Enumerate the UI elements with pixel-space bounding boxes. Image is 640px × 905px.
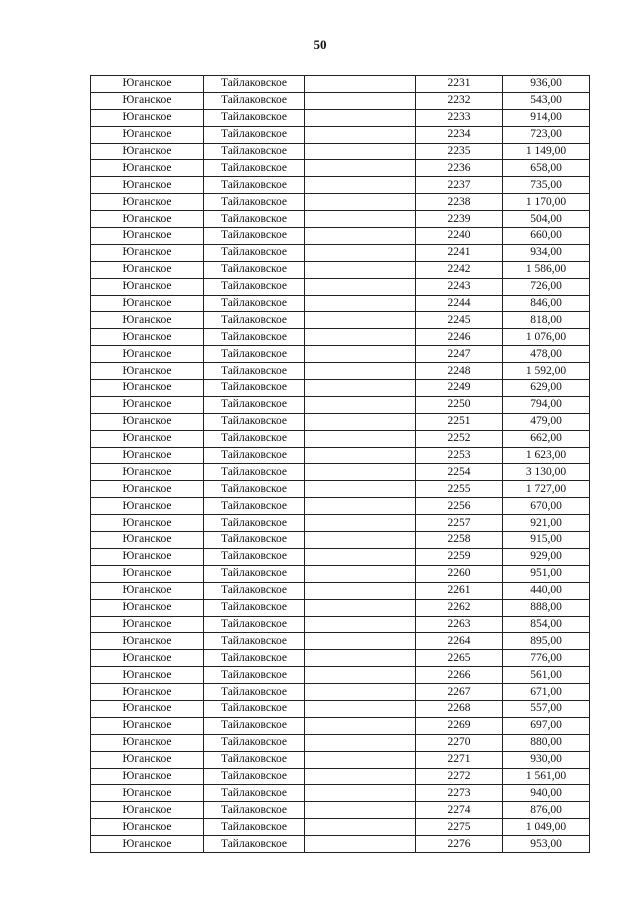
note-cell	[305, 413, 416, 430]
value-cell: 1 149,00	[503, 143, 590, 160]
value-cell: 895,00	[503, 633, 590, 650]
field-cell: Тайлаковское	[204, 464, 305, 481]
number-cell: 2243	[416, 278, 503, 295]
value-cell: 561,00	[503, 667, 590, 684]
field-cell: Тайлаковское	[204, 700, 305, 717]
table-row	[91, 734, 590, 751]
region-cell: Юганское	[91, 76, 204, 93]
region-cell: Юганское	[91, 481, 204, 498]
table-row	[91, 380, 590, 397]
table-row	[91, 717, 590, 734]
number-cell: 2235	[416, 143, 503, 160]
number-cell: 2237	[416, 177, 503, 194]
value-cell: 504,00	[503, 211, 590, 228]
table-row	[91, 261, 590, 278]
region-cell: Юганское	[91, 143, 204, 160]
table-row	[91, 684, 590, 701]
table-row	[91, 785, 590, 802]
value-cell: 629,00	[503, 380, 590, 397]
region-cell: Юганское	[91, 785, 204, 802]
table-row	[91, 464, 590, 481]
note-cell	[305, 582, 416, 599]
number-cell: 2262	[416, 599, 503, 616]
field-cell: Тайлаковское	[204, 126, 305, 143]
note-cell	[305, 751, 416, 768]
field-cell: Тайлаковское	[204, 836, 305, 853]
region-cell: Юганское	[91, 92, 204, 109]
value-cell: 557,00	[503, 700, 590, 717]
field-cell: Тайлаковское	[204, 380, 305, 397]
region-cell: Юганское	[91, 312, 204, 329]
table-row	[91, 109, 590, 126]
table-row	[91, 616, 590, 633]
table-row	[91, 228, 590, 245]
number-cell: 2258	[416, 532, 503, 549]
field-cell: Тайлаковское	[204, 481, 305, 498]
region-cell: Юганское	[91, 126, 204, 143]
region-cell: Юганское	[91, 548, 204, 565]
field-cell: Тайлаковское	[204, 768, 305, 785]
value-cell: 479,00	[503, 413, 590, 430]
note-cell	[305, 396, 416, 413]
region-cell: Юганское	[91, 447, 204, 464]
value-cell: 1 561,00	[503, 768, 590, 785]
number-cell: 2255	[416, 481, 503, 498]
number-cell: 2263	[416, 616, 503, 633]
note-cell	[305, 126, 416, 143]
table-row	[91, 295, 590, 312]
number-cell: 2265	[416, 650, 503, 667]
value-cell: 854,00	[503, 616, 590, 633]
table-row	[91, 143, 590, 160]
value-cell: 915,00	[503, 532, 590, 549]
field-cell: Тайлаковское	[204, 819, 305, 836]
value-cell: 1 076,00	[503, 329, 590, 346]
table-row	[91, 751, 590, 768]
field-cell: Тайлаковское	[204, 802, 305, 819]
table-row	[91, 447, 590, 464]
field-cell: Тайлаковское	[204, 616, 305, 633]
note-cell	[305, 278, 416, 295]
table-row	[91, 548, 590, 565]
note-cell	[305, 177, 416, 194]
table-row	[91, 700, 590, 717]
number-cell: 2246	[416, 329, 503, 346]
note-cell	[305, 430, 416, 447]
value-cell: 818,00	[503, 312, 590, 329]
number-cell: 2250	[416, 396, 503, 413]
number-cell: 2264	[416, 633, 503, 650]
number-cell: 2252	[416, 430, 503, 447]
note-cell	[305, 194, 416, 211]
number-cell: 2236	[416, 160, 503, 177]
field-cell: Тайлаковское	[204, 498, 305, 515]
value-cell: 940,00	[503, 785, 590, 802]
field-cell: Тайлаковское	[204, 92, 305, 109]
note-cell	[305, 363, 416, 380]
number-cell: 2248	[416, 363, 503, 380]
number-cell: 2232	[416, 92, 503, 109]
table-row	[91, 194, 590, 211]
region-cell: Юганское	[91, 582, 204, 599]
value-cell: 914,00	[503, 109, 590, 126]
value-cell: 953,00	[503, 836, 590, 853]
region-cell: Юганское	[91, 515, 204, 532]
field-cell: Тайлаковское	[204, 548, 305, 565]
table-row	[91, 160, 590, 177]
field-cell: Тайлаковское	[204, 295, 305, 312]
table-row	[91, 836, 590, 853]
region-cell: Юганское	[91, 768, 204, 785]
table-row	[91, 177, 590, 194]
field-cell: Тайлаковское	[204, 633, 305, 650]
note-cell	[305, 329, 416, 346]
table-row	[91, 413, 590, 430]
value-cell: 934,00	[503, 244, 590, 261]
field-cell: Тайлаковское	[204, 160, 305, 177]
number-cell: 2251	[416, 413, 503, 430]
note-cell	[305, 228, 416, 245]
region-cell: Юганское	[91, 194, 204, 211]
value-cell: 1 049,00	[503, 819, 590, 836]
table-row	[91, 481, 590, 498]
region-cell: Юганское	[91, 396, 204, 413]
note-cell	[305, 836, 416, 853]
field-cell: Тайлаковское	[204, 430, 305, 447]
note-cell	[305, 481, 416, 498]
number-cell: 2272	[416, 768, 503, 785]
field-cell: Тайлаковское	[204, 650, 305, 667]
field-cell: Тайлаковское	[204, 413, 305, 430]
region-cell: Юганское	[91, 278, 204, 295]
note-cell	[305, 160, 416, 177]
value-cell: 1 623,00	[503, 447, 590, 464]
number-cell: 2233	[416, 109, 503, 126]
note-cell	[305, 76, 416, 93]
region-cell: Юганское	[91, 498, 204, 515]
number-cell: 2253	[416, 447, 503, 464]
value-cell: 846,00	[503, 295, 590, 312]
note-cell	[305, 532, 416, 549]
note-cell	[305, 802, 416, 819]
table-row	[91, 363, 590, 380]
table-row	[91, 396, 590, 413]
value-cell: 921,00	[503, 515, 590, 532]
table-row	[91, 565, 590, 582]
note-cell	[305, 717, 416, 734]
table-row	[91, 430, 590, 447]
note-cell	[305, 700, 416, 717]
field-cell: Тайлаковское	[204, 717, 305, 734]
note-cell	[305, 650, 416, 667]
field-cell: Тайлаковское	[204, 346, 305, 363]
value-cell: 658,00	[503, 160, 590, 177]
note-cell	[305, 633, 416, 650]
number-cell: 2275	[416, 819, 503, 836]
field-cell: Тайлаковское	[204, 447, 305, 464]
value-cell: 543,00	[503, 92, 590, 109]
note-cell	[305, 244, 416, 261]
region-cell: Юганское	[91, 633, 204, 650]
value-cell: 1 586,00	[503, 261, 590, 278]
value-cell: 930,00	[503, 751, 590, 768]
region-cell: Юганское	[91, 430, 204, 447]
region-cell: Юганское	[91, 599, 204, 616]
region-cell: Юганское	[91, 228, 204, 245]
number-cell: 2267	[416, 684, 503, 701]
field-cell: Тайлаковское	[204, 244, 305, 261]
table-row	[91, 582, 590, 599]
field-cell: Тайлаковское	[204, 329, 305, 346]
number-cell: 2269	[416, 717, 503, 734]
field-cell: Тайлаковское	[204, 582, 305, 599]
number-cell: 2273	[416, 785, 503, 802]
note-cell	[305, 261, 416, 278]
number-cell: 2260	[416, 565, 503, 582]
number-cell: 2240	[416, 228, 503, 245]
field-cell: Тайлаковское	[204, 751, 305, 768]
number-cell: 2254	[416, 464, 503, 481]
field-cell: Тайлаковское	[204, 785, 305, 802]
value-cell: 697,00	[503, 717, 590, 734]
number-cell: 2276	[416, 836, 503, 853]
note-cell	[305, 684, 416, 701]
number-cell: 2268	[416, 700, 503, 717]
field-cell: Тайлаковское	[204, 76, 305, 93]
field-cell: Тайлаковское	[204, 734, 305, 751]
number-cell: 2257	[416, 515, 503, 532]
value-cell: 876,00	[503, 802, 590, 819]
region-cell: Юганское	[91, 363, 204, 380]
value-cell: 671,00	[503, 684, 590, 701]
table-row	[91, 76, 590, 93]
number-cell: 2261	[416, 582, 503, 599]
region-cell: Юганское	[91, 413, 204, 430]
value-cell: 660,00	[503, 228, 590, 245]
note-cell	[305, 346, 416, 363]
region-cell: Юганское	[91, 464, 204, 481]
region-cell: Юганское	[91, 836, 204, 853]
table-row	[91, 92, 590, 109]
table-row	[91, 211, 590, 228]
table-row	[91, 667, 590, 684]
table-row	[91, 802, 590, 819]
note-cell	[305, 447, 416, 464]
value-cell: 929,00	[503, 548, 590, 565]
field-cell: Тайлаковское	[204, 684, 305, 701]
value-cell: 478,00	[503, 346, 590, 363]
number-cell: 2249	[416, 380, 503, 397]
value-cell: 794,00	[503, 396, 590, 413]
note-cell	[305, 295, 416, 312]
table-row	[91, 768, 590, 785]
field-cell: Тайлаковское	[204, 143, 305, 160]
note-cell	[305, 380, 416, 397]
field-cell: Тайлаковское	[204, 515, 305, 532]
value-cell: 670,00	[503, 498, 590, 515]
note-cell	[305, 785, 416, 802]
note-cell	[305, 548, 416, 565]
table-row	[91, 532, 590, 549]
region-cell: Юганское	[91, 380, 204, 397]
number-cell: 2234	[416, 126, 503, 143]
region-cell: Юганское	[91, 734, 204, 751]
value-cell: 888,00	[503, 599, 590, 616]
table-row	[91, 244, 590, 261]
region-cell: Юганское	[91, 616, 204, 633]
note-cell	[305, 211, 416, 228]
number-cell: 2231	[416, 76, 503, 93]
table-row	[91, 312, 590, 329]
note-cell	[305, 599, 416, 616]
region-cell: Юганское	[91, 819, 204, 836]
region-cell: Юганское	[91, 329, 204, 346]
note-cell	[305, 498, 416, 515]
page-number: 50	[313, 37, 327, 52]
table-body	[91, 76, 590, 853]
note-cell	[305, 768, 416, 785]
region-cell: Юганское	[91, 295, 204, 312]
region-cell: Юганское	[91, 261, 204, 278]
note-cell	[305, 616, 416, 633]
region-cell: Юганское	[91, 211, 204, 228]
note-cell	[305, 819, 416, 836]
field-cell: Тайлаковское	[204, 565, 305, 582]
number-cell: 2239	[416, 211, 503, 228]
field-cell: Тайлаковское	[204, 177, 305, 194]
value-cell: 951,00	[503, 565, 590, 582]
field-cell: Тайлаковское	[204, 278, 305, 295]
value-cell: 735,00	[503, 177, 590, 194]
table-row	[91, 329, 590, 346]
number-cell: 2245	[416, 312, 503, 329]
table-row	[91, 278, 590, 295]
value-cell: 662,00	[503, 430, 590, 447]
field-cell: Тайлаковское	[204, 667, 305, 684]
value-cell: 1 592,00	[503, 363, 590, 380]
region-cell: Юганское	[91, 684, 204, 701]
field-cell: Тайлаковское	[204, 532, 305, 549]
table-row	[91, 515, 590, 532]
number-cell: 2242	[416, 261, 503, 278]
region-cell: Юганское	[91, 109, 204, 126]
number-cell: 2274	[416, 802, 503, 819]
value-cell: 726,00	[503, 278, 590, 295]
region-cell: Юганское	[91, 565, 204, 582]
number-cell: 2238	[416, 194, 503, 211]
value-cell: 723,00	[503, 126, 590, 143]
number-cell: 2244	[416, 295, 503, 312]
field-cell: Тайлаковское	[204, 599, 305, 616]
number-cell: 2270	[416, 734, 503, 751]
note-cell	[305, 143, 416, 160]
number-cell: 2256	[416, 498, 503, 515]
region-cell: Юганское	[91, 667, 204, 684]
table-row	[91, 126, 590, 143]
table-row	[91, 498, 590, 515]
note-cell	[305, 92, 416, 109]
region-cell: Юганское	[91, 244, 204, 261]
number-cell: 2241	[416, 244, 503, 261]
region-cell: Юганское	[91, 532, 204, 549]
table-row	[91, 650, 590, 667]
data-table	[90, 75, 590, 853]
field-cell: Тайлаковское	[204, 261, 305, 278]
note-cell	[305, 109, 416, 126]
note-cell	[305, 667, 416, 684]
region-cell: Юганское	[91, 177, 204, 194]
table-row	[91, 633, 590, 650]
number-cell: 2266	[416, 667, 503, 684]
note-cell	[305, 565, 416, 582]
note-cell	[305, 464, 416, 481]
table-row	[91, 346, 590, 363]
value-cell: 936,00	[503, 76, 590, 93]
value-cell: 880,00	[503, 734, 590, 751]
field-cell: Тайлаковское	[204, 363, 305, 380]
note-cell	[305, 515, 416, 532]
note-cell	[305, 734, 416, 751]
table-row	[91, 819, 590, 836]
field-cell: Тайлаковское	[204, 211, 305, 228]
table-row	[91, 599, 590, 616]
region-cell: Юганское	[91, 160, 204, 177]
region-cell: Юганское	[91, 650, 204, 667]
note-cell	[305, 312, 416, 329]
number-cell: 2271	[416, 751, 503, 768]
region-cell: Юганское	[91, 700, 204, 717]
number-cell: 2259	[416, 548, 503, 565]
value-cell: 440,00	[503, 582, 590, 599]
number-cell: 2247	[416, 346, 503, 363]
field-cell: Тайлаковское	[204, 228, 305, 245]
field-cell: Тайлаковское	[204, 312, 305, 329]
value-cell: 776,00	[503, 650, 590, 667]
region-cell: Юганское	[91, 346, 204, 363]
field-cell: Тайлаковское	[204, 194, 305, 211]
value-cell: 1 170,00	[503, 194, 590, 211]
region-cell: Юганское	[91, 751, 204, 768]
region-cell: Юганское	[91, 717, 204, 734]
region-cell: Юганское	[91, 802, 204, 819]
value-cell: 1 727,00	[503, 481, 590, 498]
value-cell: 3 130,00	[503, 464, 590, 481]
field-cell: Тайлаковское	[204, 396, 305, 413]
field-cell: Тайлаковское	[204, 109, 305, 126]
